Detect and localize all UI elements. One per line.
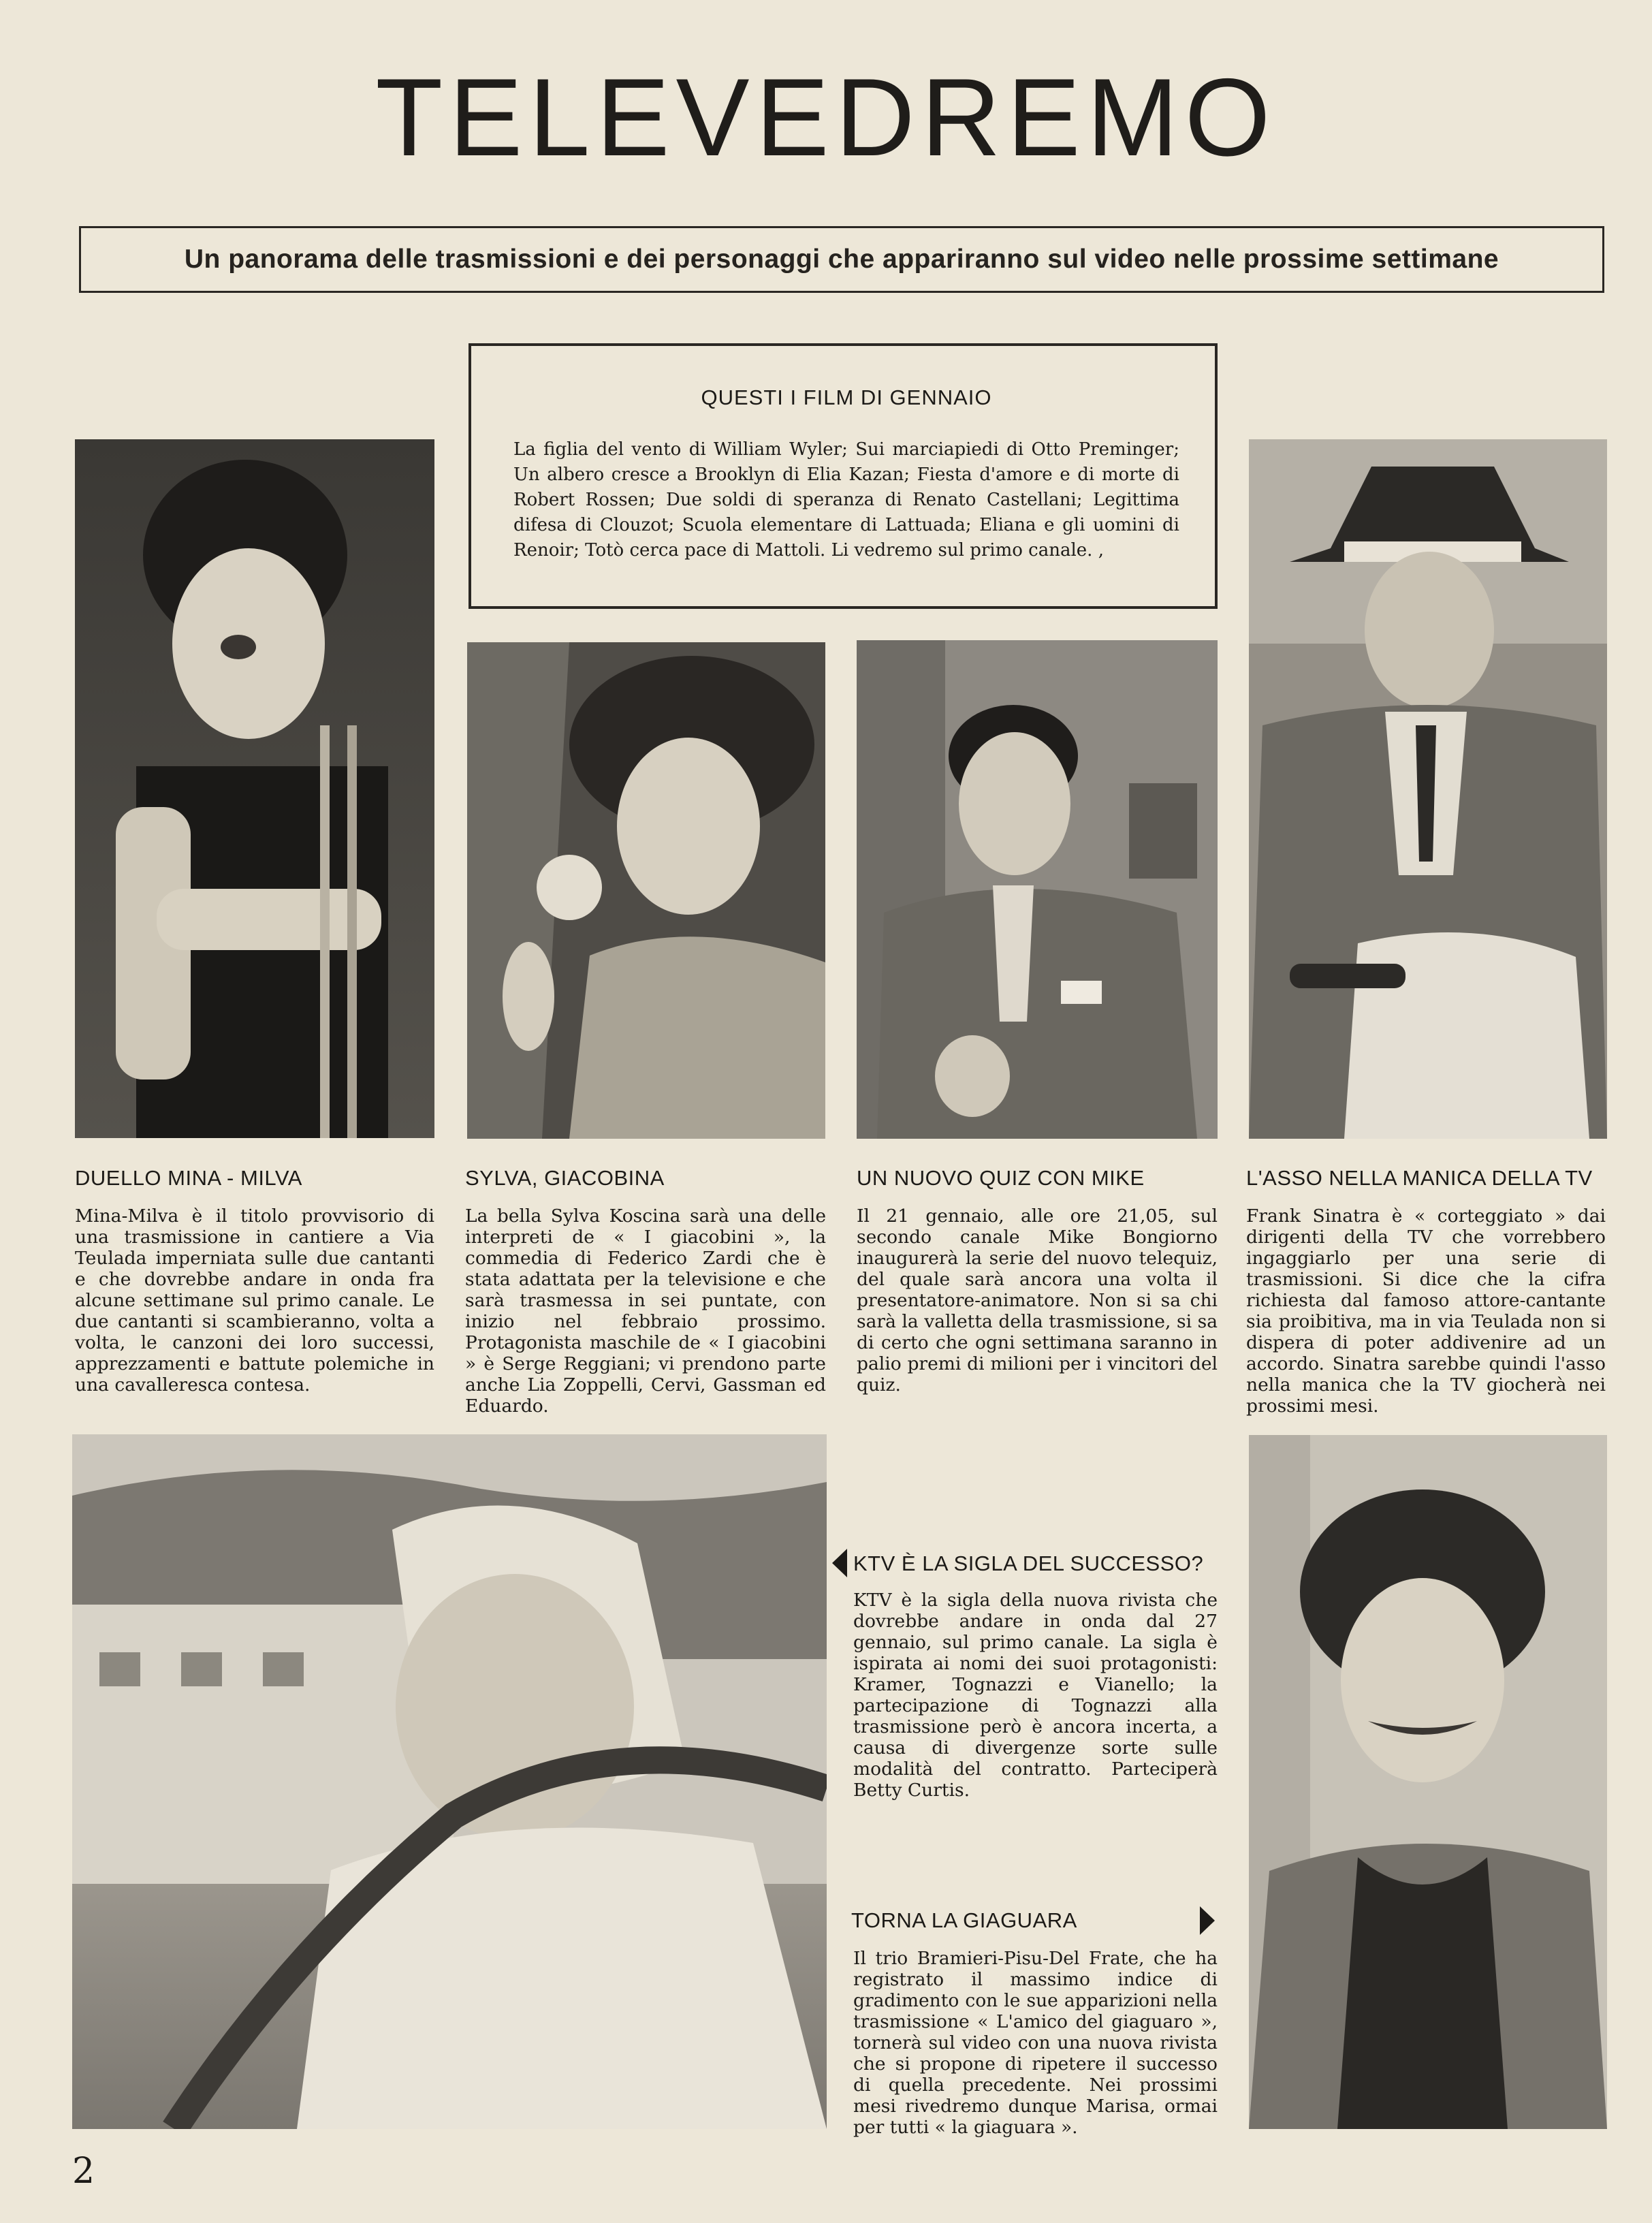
article-body-sylva: La bella Sylva Koscina sarà una delle interpreti de « I giacobini », la commedia di Federico Zardi che è stata adattata per la televisione e che sarà trasmessa in sei puntate, con inizio nel febbraio prossimo. Protagonista maschile de « I giacobini » è Serge Reggiani; vi prendono parte anche Lia Zoppelli, Cervi, Gassman ed Eduardo. xyxy=(465,1205,826,1417)
pointer-right-icon xyxy=(1200,1906,1215,1935)
photo-mike-bongiorno xyxy=(857,640,1218,1139)
photo-sylva-koscina xyxy=(467,642,825,1139)
films-text: La figlia del vento di William Wyler; Sui marciapiedi di Otto Preminger; Un albero cresce a Brooklyn di Elia Kazan; Fiesta d'amore e di morte di Robert Rossen; Due soldi di speranza di Renato Castellani; Legittima difesa di Clouzot; Scuola elementare di Lattuada; Eliana e gli uomini di Renoir; Totò cerca pace di Mattoli. Li vedremo sul primo canale. , xyxy=(513,439,1179,561)
page-number: 2 xyxy=(72,2151,95,2192)
article-headline-ktv: KTV È LA SIGLA DEL SUCCESSO? xyxy=(853,1551,1204,1575)
article-headline-mike: UN NUOVO QUIZ CON MIKE xyxy=(857,1166,1145,1190)
photo-betty-curtis xyxy=(1249,1435,1607,2129)
subtitle-banner xyxy=(79,226,1604,293)
article-headline-mina-milva: DUELLO MINA - MILVA xyxy=(75,1166,302,1190)
article-body-mina-milva: Mina-Milva è il titolo provvisorio di una trasmissione in cantiere a Via Teulada imperniata sulle due cantanti e che dovrebbe andare in onda fra alcune settimane sul primo canale. Le due cantanti si scambieranno, volta a volta, le canzoni dei loro successi, apprezzamenti e battute polemiche in una cavalleresca contesa. xyxy=(75,1205,434,1396)
article-body-sinatra: Frank Sinatra è « corteggiato » dai dirigenti della TV che vorrebbero ingaggiarlo per una serie di trasmissioni. Si dice che la cifra richiesta dal famoso attore-cantante sia proibitiva, ma in via Teulada non si dispera di poter addivenire ad un accordo. Sinatra sarebbe quindi l'asso nella manica che la TV giocherà nei prossimi mesi. xyxy=(1246,1205,1606,1417)
photo-frank-sinatra xyxy=(1249,439,1607,1139)
films-box xyxy=(468,343,1218,609)
films-heading: QUESTI I FILM DI GENNAIO xyxy=(701,385,992,409)
article-body-ktv: KTV è la sigla della nuova rivista che dovrebbe andare in onda dal 27 gennaio, sul primo canale. La sigla è ispirata ai nomi dei suoi protagonisti: Kramer, Tognazzi e Vianello; la partecipazione di Tognazzi alla trasmissione però è ancora incerta, a causa di divergenze sorte sulle modalità del contratto. Parteciperà Betty Curtis. xyxy=(853,1590,1218,1801)
article-headline-sylva: SYLVA, GIACOBINA xyxy=(465,1166,665,1190)
article-headline-giaguara: TORNA LA GIAGUARA xyxy=(851,1908,1077,1932)
photo-giaguara-harbour xyxy=(72,1434,827,2129)
photo-mina-singing xyxy=(75,439,434,1138)
article-headline-sinatra: L'ASSO NELLA MANICA DELLA TV xyxy=(1246,1166,1593,1190)
masthead-title: TELEVEDREMO xyxy=(375,56,1277,179)
article-body-giaguara: Il trio Bramieri-Pisu-Del Frate, che ha registrato il massimo indice di gradimento con le sue apparizioni nella trasmissione « L'amico del giaguaro », tornerà sul video con una nuova rivista che si propone di ripetere il successo di quella precedente. Nei prossimi mesi rivedremo dunque Marisa, ormai per tutti « la giaguara ». xyxy=(853,1948,1218,2138)
article-body-mike: Il 21 gennaio, alle ore 21,05, sul secondo canale Mike Bongiorno inaugurerà la serie del nuovo telequiz, del quale sarà ancora una volta il presentatore-animatore. Non si sa chi sarà la valletta della trasmissione, si sa di certo che ogni settimana saranno in palio premi di milioni per i vincitori del quiz. xyxy=(857,1205,1218,1396)
subtitle-text: Un panorama delle trasmissioni e dei personaggi che appariranno sul video nelle prossime settimane xyxy=(184,245,1499,274)
pointer-left-icon xyxy=(832,1549,847,1577)
